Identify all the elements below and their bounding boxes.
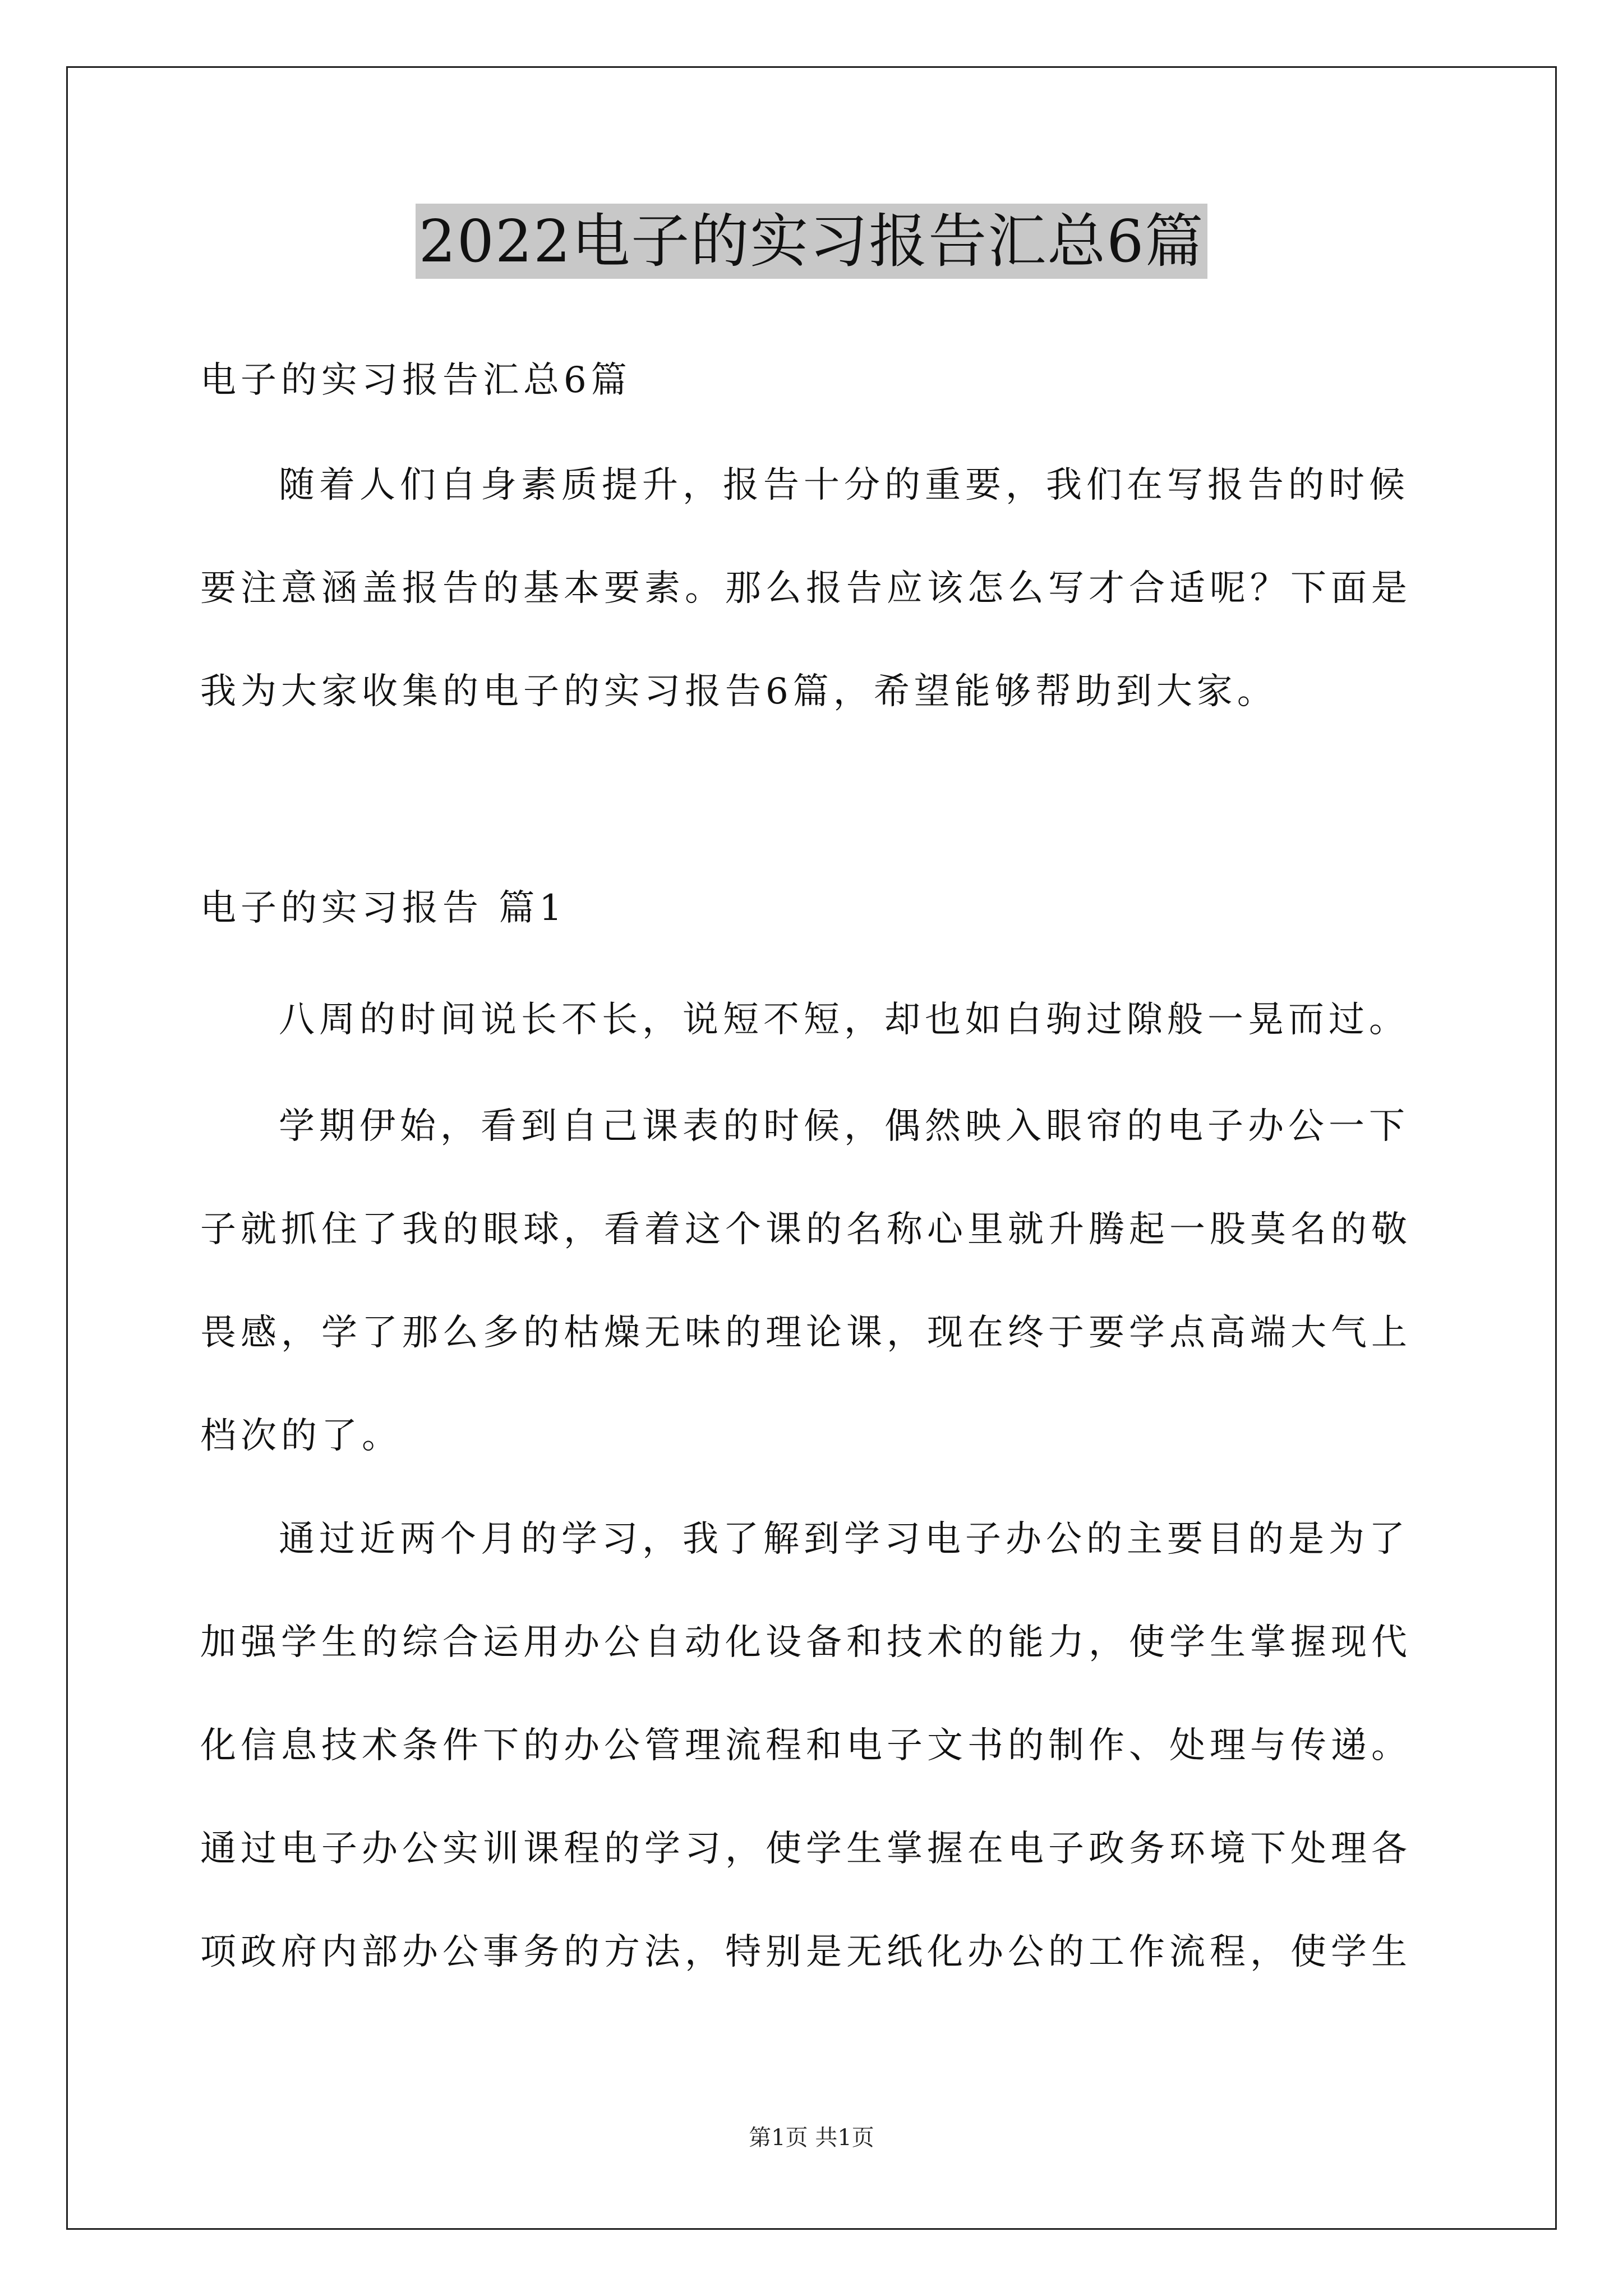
body-paragraph-line: 通过电子办公实训课程的学习，使学生掌握在电子政务环境下处理各 [200, 1828, 1412, 1870]
page-number-footer: 第1页 共1页 [749, 2125, 874, 2151]
intro-paragraph-line: 要注意涵盖报告的基本要素。那么报告应该怎么写才合适呢？下面是 [200, 568, 1412, 609]
body-paragraph-line: 畏感，学了那么多的枯燥无味的理论课，现在终于要学点高端大气上 [200, 1312, 1412, 1354]
document-title [0, 202, 1623, 280]
section-heading: 电子的实习报告 篇1 [200, 887, 567, 929]
document-title-text: 2022电子的实习报告汇总6篇 [416, 204, 1208, 279]
body-paragraph-line: 子就抓住了我的眼球，看着这个课的名称心里就升腾起一股莫名的敬 [200, 1209, 1412, 1250]
intro-paragraph-line: 随着人们自身素质提升，报告十分的重要，我们在写报告的时候 [279, 464, 1409, 506]
body-paragraph-line: 化信息技术条件下的办公管理流程和电子文书的制作、处理与传递。 [200, 1725, 1412, 1766]
body-paragraph-line: 档次的了。 [200, 1415, 402, 1457]
intro-paragraph-line: 我为大家收集的电子的实习报告6篇，希望能够帮助到大家。 [200, 671, 1278, 712]
body-paragraph-line: 项政府内部办公事务的方法，特别是无纸化办公的工作流程，使学生 [200, 1931, 1412, 1973]
body-paragraph-line: 八周的时间说长不长，说短不短，却也如白驹过隙般一晃而过。 [279, 999, 1409, 1041]
document-subtitle: 电子的实习报告汇总6篇 [200, 360, 631, 401]
body-paragraph-line: 通过近两个月的学习，我了解到学习电子办公的主要目的是为了 [279, 1519, 1409, 1560]
body-paragraph-line: 学期伊始，看到自己课表的时候，偶然映入眼帘的电子办公一下 [279, 1106, 1409, 1147]
body-paragraph-line: 加强学生的综合运用办公自动化设备和技术的能力，使学生掌握现代 [200, 1622, 1412, 1663]
